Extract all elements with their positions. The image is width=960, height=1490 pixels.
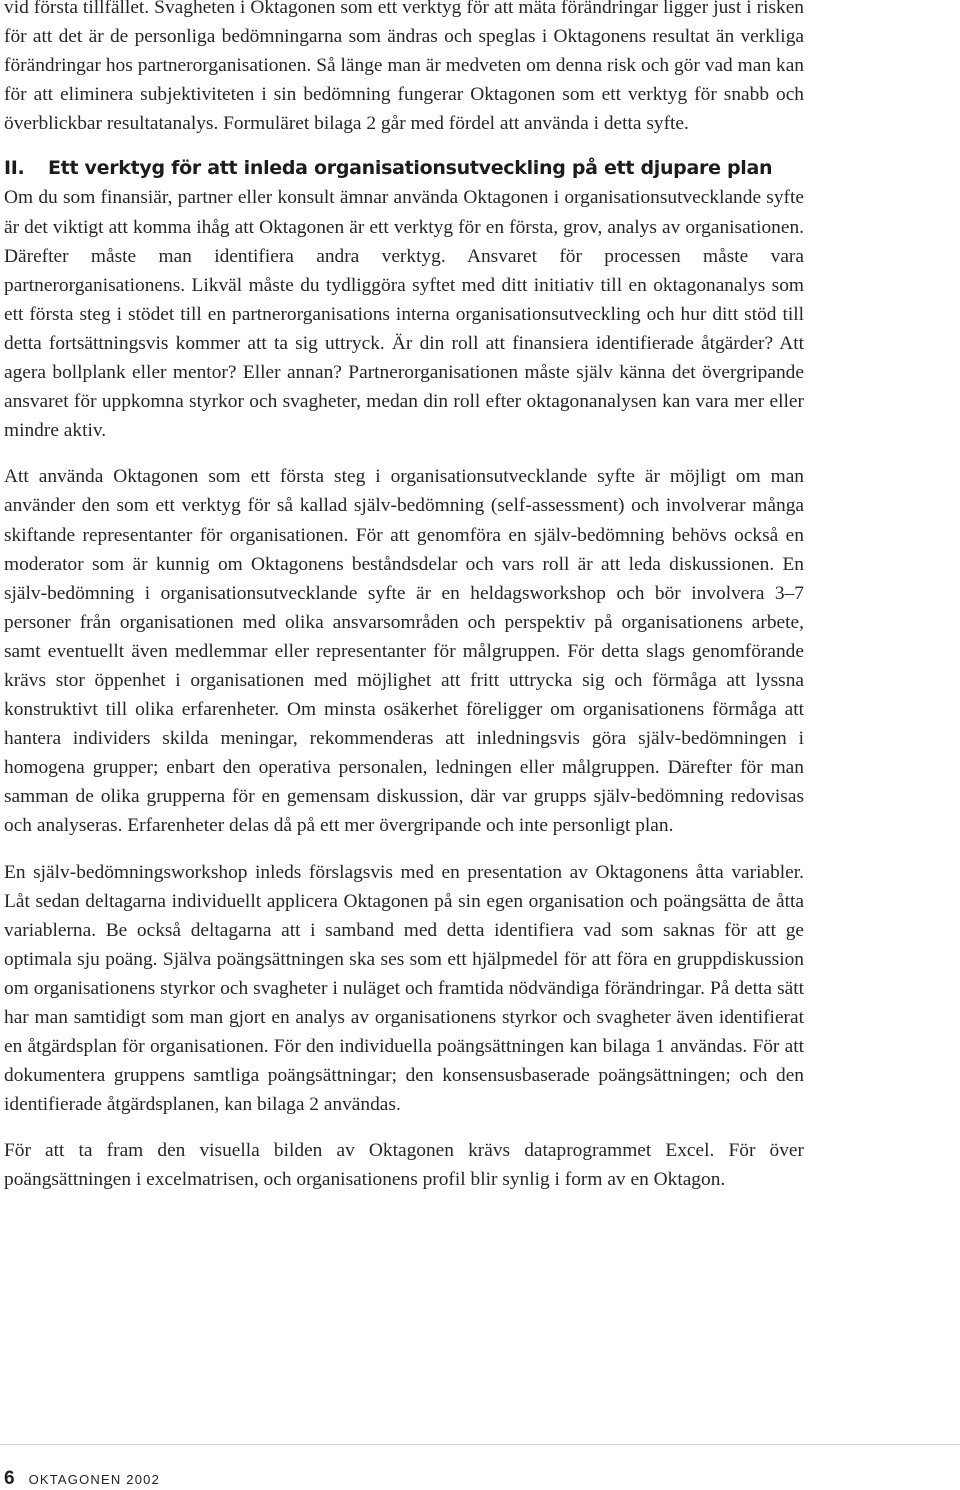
page-number: 6: [4, 1468, 15, 1489]
paragraph-3: En själv-bedömningsworkshop inleds förslagsvis med en presentation av Oktagonens åtta variabler. Låt sedan deltagarna individuellt applicera Oktagonen på sin egen organisation och poängsätta de åtta variablerna. Be också deltagarna att i samband med detta identifiera vad som saknas för att ge optimala sju poäng. Själva poängsättningen ska ses som ett hjälpmedel för att föra en gruppdiskussion om organisationens styrkor och svagheter i nuläget och framtida nödvändiga förändringar. På detta sätt har man samtidigt som man gjort en analys av organisationens styrkor och svagheter även identifierat en åtgärdsplan för organisationen. För den individuella poängsättningen kan bilaga 1 användas. För att dokumentera gruppens samtliga poängsättningar; den konsensusbaserade poängsättningen; och den identifierade åtgärdsplanen, kan bilaga 2 användas.: [4, 861, 804, 1116]
section-title: Ett verktyg för att inleda organisationsutveckling på ett djupare plan: [48, 157, 773, 180]
paragraph-1: Om du som finansiär, partner eller konsult ämnar använda Oktagonen i organisationsutvecklande syfte är det viktigt att komma ihåg att Oktagonen är ett verktyg för en första, grov, analys av organisationen. Därefter måste man identifiera andra verktyg. Ansvaret för processen måste vara partnerorganisationens. Likväl måste du tydliggöra syftet med ditt initiativ till en oktagonanalys som ett första steg i stödet till en partnerorganisations interna organisationsutveckling och hur ditt stöd till detta fortsättningsvis kommer att ta sig uttryck. Är din roll att finansiera identifierade åtgärder? Att agera bollplank eller mentor? Eller annan? Partnerorganisationen måste själv känna det övergripande ansvaret för uppkomna styrkor och svagheter, medan din roll efter oktagonanalysen kan vara mer eller mindre aktiv.: [4, 187, 804, 442]
paragraph-4: För att ta fram den visuella bilden av Oktagonen krävs dataprogrammet Excel. För över poängsättningen i excelmatrisen, och organisationens profil blir synlig i form av en Oktagon.: [4, 1140, 804, 1191]
section-number: II.: [4, 157, 25, 180]
footer-divider: [0, 1444, 960, 1445]
paragraph-2: Att använda Oktagonen som ett första steg i organisationsutvecklande syfte är möjligt om man använder den som ett verktyg för så kallad själv-bedömning (self-assessment) och involverar många skiftande representanter för organisationen. För att genomföra en själv-bedömning behövs också en moderator som är kunnig om Oktagonens beståndsdelar och vars roll är att leda diskussionen. En själv-bedömning i organisationsutvecklande syfte är en heldagsworkshop och bör involvera 3–7 personer från organisationen med olika ansvarsområden och perspektiv på organisationens arbete, samt eventuellt även medlemmar eller representanter för målgruppen. För detta slags genomförande krävs stor öppenhet i organisationen med möjlighet att fritt uttrycka sig och förmåga att lyssna konstruktivt till olika erfarenheter. Om minsta osäkerhet föreligger om organisationens förmåga att hantera individers skilda meningar, rekommenderas att inledningsvis göra själv-bedömningen i homogena grupper; enbart den operativa personalen, ledningen eller målgruppen. Därefter för man samman de olika grupperna för en gemensam diskussion, där var grupps själv-bedömning redovisas och analyseras. Erfarenheter delas då på ett mer övergripande och inte personligt plan.: [4, 466, 804, 837]
footer-title: OKTAGONEN 2002: [28, 1472, 161, 1487]
section-heading: [4, 154, 804, 183]
body-text: [4, 0, 804, 1195]
page-footer: [4, 1468, 160, 1490]
paragraph-intro: vid första tillfället. Svagheten i Oktagonen som ett verktyg för att mäta förändringar ligger just i risken för att det är de personliga bedömningarna som ändras och speglas i Oktagonens resultat än verkliga förändringar hos partnerorganisationen. Så länge man är medveten om denna risk och gör vad man kan för att eliminera subjektiviteten i sin bedömning fungerar Oktagonen som ett verktyg för snabb och överblickbar resultatanalys. Formuläret bilaga 2 går med fördel att använda i detta syfte.: [4, 0, 804, 135]
